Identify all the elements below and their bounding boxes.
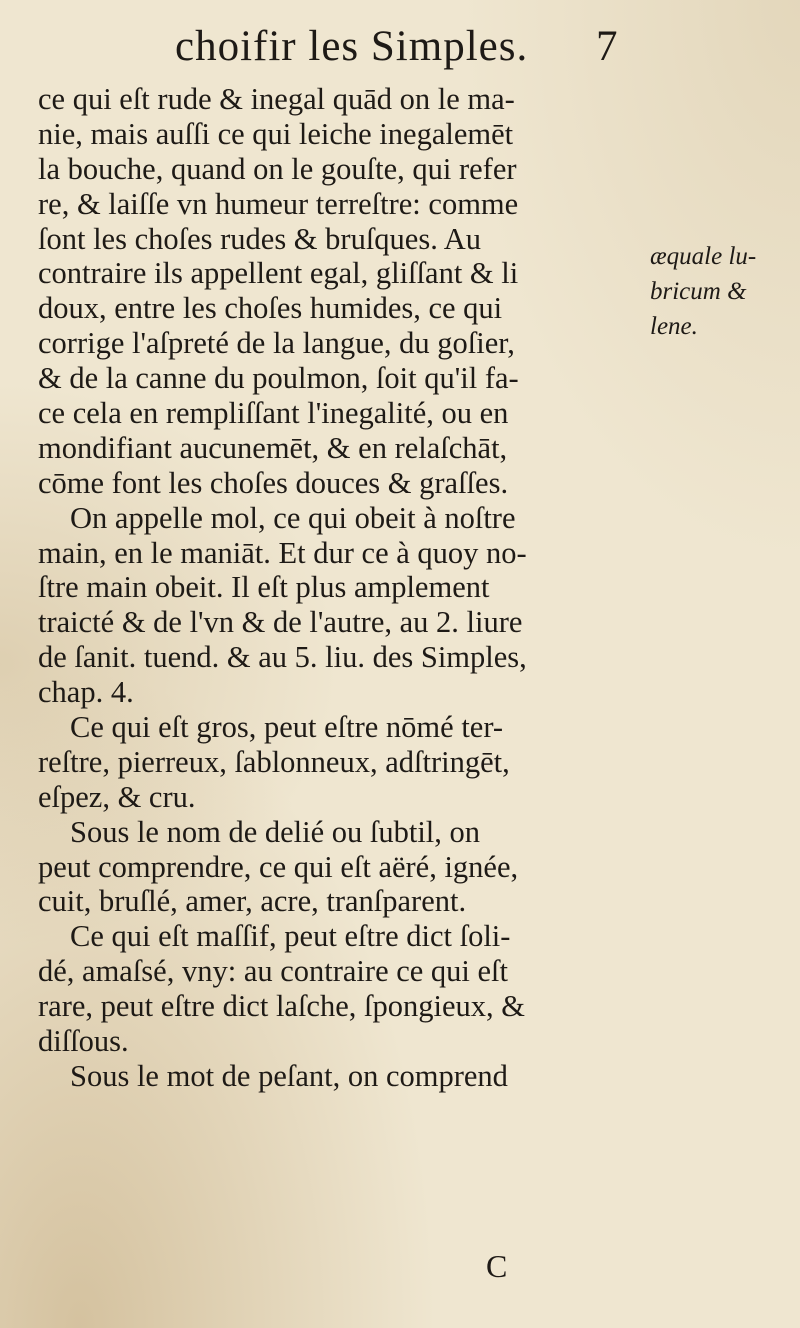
body-text (38, 82, 628, 1094)
text-line: ſtre main obeit. Il eſt plus amplement (38, 570, 490, 605)
text-line: Ce qui eſt gros, peut eſtre nōmé ter- (70, 710, 504, 745)
text-line: de ſanit. tuend. & au 5. liu. des Simples, (38, 640, 527, 675)
text-line: la bouche, quand on le gouſte, qui refer (38, 151, 517, 186)
text-line: reſtre, pierreux, ſablonneux, adſtringēt, (38, 744, 510, 779)
page-number: 7 (596, 23, 618, 70)
text-line: doux, entre les choſes humides, ce qui (38, 291, 503, 326)
text-line: On appelle mol, ce qui obeit à noſtre (70, 500, 516, 535)
text-line: Sous le nom de delié ou ſubtil, on (70, 814, 481, 849)
margin-note-line: lene. (650, 312, 698, 340)
text-line: ſont les choſes rudes & bruſques. Au (38, 221, 482, 256)
text-line: Sous le mot de peſant, on comprend (70, 1058, 508, 1093)
running-head: choifir les Simples. (175, 23, 529, 70)
text-line: ce cela en rempliſſant l'inegalité, ou en (38, 396, 509, 431)
text-line: contraire ils appellent egal, gliſſant & li (38, 256, 519, 291)
text-line: mondifiant aucunemēt, & en relaſchāt, (38, 430, 508, 465)
text-line: ce qui eſt rude & inegal quād on le ma- (38, 82, 515, 116)
text-line: traicté & de l'vn & de l'autre, au 2. liure (38, 605, 523, 640)
text-line: dé, amaſsé, vny: au contraire ce qui eſt (38, 954, 509, 989)
text-line: cuit, bruſlé, amer, acre, tranſparent. (38, 884, 467, 919)
text-line: cōme font les choſes douces & graſſes. (38, 465, 509, 500)
text-line: rare, peut eſtre dict laſche, ſpongieux, & (38, 989, 525, 1024)
text-line: Ce qui eſt maſſif, peut eſtre dict ſoli- (70, 919, 511, 954)
text-line: main, en le maniāt. Et dur ce à quoy no- (38, 535, 527, 570)
text-line: corrige l'aſpreté de la langue, du goſier, (38, 326, 515, 361)
signature-mark: C (486, 1248, 508, 1284)
margin-note-line: bricum & (650, 277, 747, 305)
text-line: diſſous. (38, 1024, 129, 1059)
text-line: re, & laiſſe vn humeur terreſtre: comme (38, 186, 519, 221)
text-line: chap. 4. (38, 675, 134, 710)
text-line: nie, mais auſſi ce qui leiche inegalemēt (38, 116, 514, 151)
margin-note (650, 240, 800, 345)
text-line: & de la canne du poulmon, ſoit qu'il fa- (38, 361, 519, 396)
margin-note-line: æquale lu- (650, 243, 757, 270)
text-line: eſpez, & cru. (38, 779, 196, 814)
text-line: peut comprendre, ce qui eſt aëré, ignée, (38, 849, 519, 884)
